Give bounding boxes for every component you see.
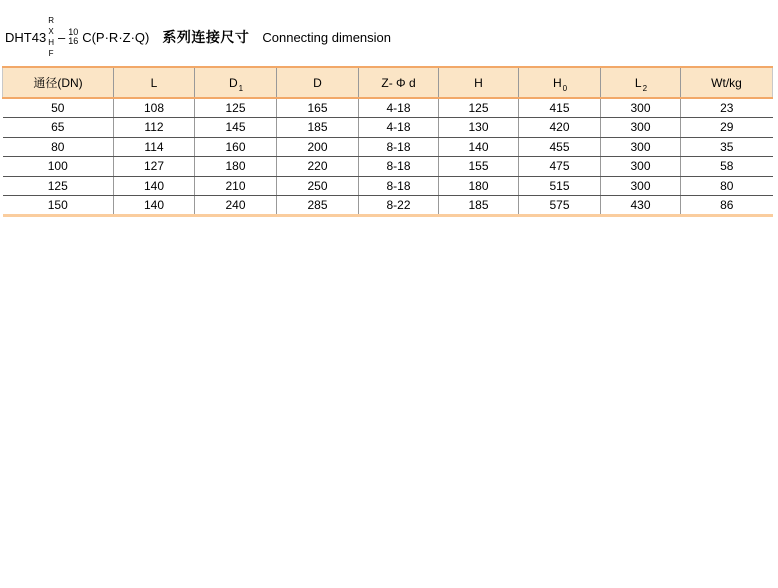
table-cell: 100	[3, 157, 114, 177]
table-cell: 130	[439, 118, 519, 138]
fraction-denominator: 16	[68, 36, 79, 46]
title-variant-stack	[48, 15, 54, 59]
table-row	[3, 98, 773, 118]
table-cell: 165	[277, 98, 359, 118]
table-cell: 250	[277, 176, 359, 196]
header-cell: L	[114, 67, 195, 98]
table-cell: 575	[519, 196, 601, 216]
table-cell: 140	[439, 137, 519, 157]
table-cell: 4-18	[359, 98, 439, 118]
header-row	[3, 67, 773, 98]
table-cell: 420	[519, 118, 601, 138]
table-cell: 515	[519, 176, 601, 196]
table-cell: 80	[681, 176, 773, 196]
title-dash: –	[57, 29, 66, 45]
table-cell: 180	[439, 176, 519, 196]
table-cell: 86	[681, 196, 773, 216]
table-cell: 300	[601, 118, 681, 138]
table-cell: 112	[114, 118, 195, 138]
table-cell: 29	[681, 118, 773, 138]
title-series-en: Connecting dimension	[262, 29, 392, 45]
title-suffix: C(P·R·Z·Q)	[82, 29, 150, 45]
table-row	[3, 176, 773, 196]
header-cell: Z- Φ d	[359, 67, 439, 98]
table-cell: 300	[601, 176, 681, 196]
header-cell: H	[439, 67, 519, 98]
table-cell: 475	[519, 157, 601, 177]
table-cell: 185	[439, 196, 519, 216]
table-cell: 455	[519, 137, 601, 157]
table-cell: 200	[277, 137, 359, 157]
variant-letter: R	[48, 16, 54, 25]
table-cell: 300	[601, 98, 681, 118]
table-cell: 8-18	[359, 157, 439, 177]
variant-letter: H	[48, 38, 54, 47]
table-cell: 50	[3, 98, 114, 118]
table-cell: 125	[3, 176, 114, 196]
table-cell: 140	[114, 176, 195, 196]
table-cell: 210	[195, 176, 277, 196]
table-cell: 80	[3, 137, 114, 157]
table-row	[3, 157, 773, 177]
table-cell: 4-18	[359, 118, 439, 138]
table-cell: 125	[439, 98, 519, 118]
table-cell: 35	[681, 137, 773, 157]
table-cell: 285	[277, 196, 359, 216]
table-cell: 415	[519, 98, 601, 118]
table-row	[3, 137, 773, 157]
table-row	[3, 118, 773, 138]
table-cell: 108	[114, 98, 195, 118]
header-cell: 通径(DN)	[3, 67, 114, 98]
title-model: DHT43	[5, 29, 47, 45]
title-fraction	[68, 28, 78, 47]
table-cell: 8-22	[359, 196, 439, 216]
table-cell: 8-18	[359, 176, 439, 196]
fraction-numerator: 10	[68, 26, 79, 37]
connecting-dimension-table	[2, 66, 773, 217]
variant-letter: F	[48, 49, 54, 58]
table-cell: 300	[601, 137, 681, 157]
header-cell: $H_0$	[519, 67, 601, 98]
header-cell: D	[277, 67, 359, 98]
table-cell: 23	[681, 98, 773, 118]
table-cell: 140	[114, 196, 195, 216]
table-cell: 155	[439, 157, 519, 177]
table-cell: 65	[3, 118, 114, 138]
table-cell: 240	[195, 196, 277, 216]
table-cell: 160	[195, 137, 277, 157]
title-series-cn: 系列连接尺寸	[162, 29, 250, 45]
table-cell: 150	[3, 196, 114, 216]
header-cell: Wt/kg	[681, 67, 773, 98]
table-cell: 8-18	[359, 137, 439, 157]
table-cell: 58	[681, 157, 773, 177]
page-title	[5, 14, 391, 60]
variant-letter: X	[48, 27, 54, 36]
table-cell: 145	[195, 118, 277, 138]
table-cell: 125	[195, 98, 277, 118]
table-cell: 430	[601, 196, 681, 216]
table-row	[3, 196, 773, 216]
table-cell: 185	[277, 118, 359, 138]
table-cell: 220	[277, 157, 359, 177]
table-cell: 127	[114, 157, 195, 177]
header-cell: $D_1$	[195, 67, 277, 98]
table-cell: 114	[114, 137, 195, 157]
header-cell: $L_2$	[601, 67, 681, 98]
table-cell: 180	[195, 157, 277, 177]
table-cell: 300	[601, 157, 681, 177]
